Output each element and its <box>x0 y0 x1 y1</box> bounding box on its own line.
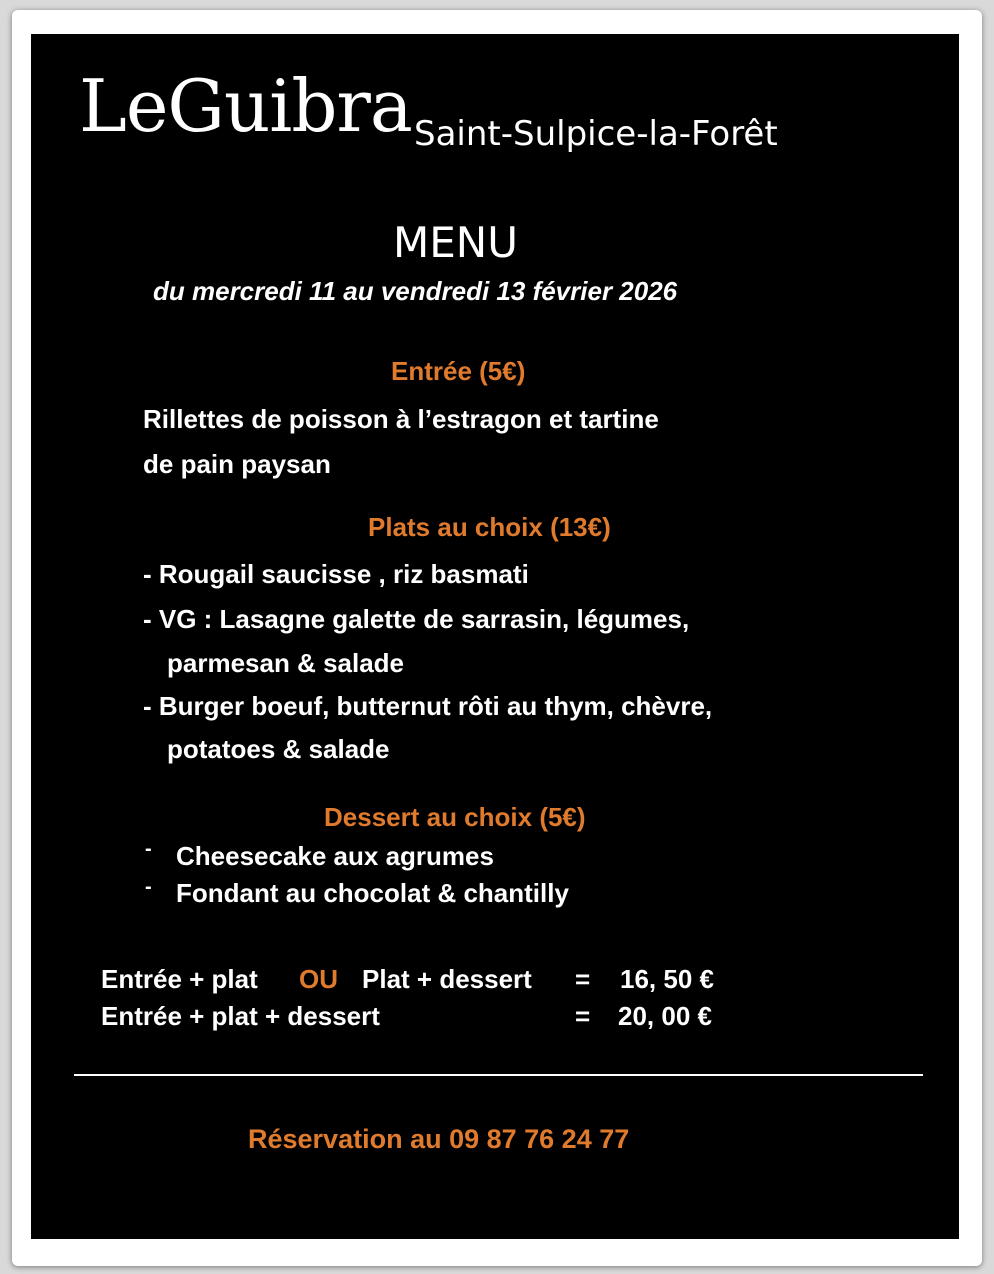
formula-1-equals: = <box>575 964 591 994</box>
town-name: Saint-Sulpice-la-Forêt <box>414 114 778 154</box>
plats-heading: Plats au choix (13€) <box>368 512 611 542</box>
entree-heading: Entrée (5€) <box>391 356 526 386</box>
plat-line: parmesan & salade <box>167 648 405 678</box>
divider-line <box>74 1074 923 1076</box>
formula-2-equals: = <box>575 1001 591 1031</box>
plat-line: - VG : Lasagne galette de sarrasin, légumes, <box>143 604 690 634</box>
dessert-item: Cheesecake aux agrumes <box>176 841 494 871</box>
chalkboard-menu <box>31 34 959 1239</box>
reservation-phone: Réservation au 09 87 76 24 77 <box>248 1124 630 1154</box>
dessert-dash: - <box>145 838 152 860</box>
formula-2-price: 20, 00 € <box>618 1001 712 1031</box>
entree-line: de pain paysan <box>143 449 331 479</box>
formula-1-part2: Plat + dessert <box>362 964 532 994</box>
plat-line: - Rougail saucisse , riz basmati <box>143 559 529 589</box>
menu-title: MENU <box>393 218 518 267</box>
desserts-heading: Dessert au choix (5€) <box>324 802 586 832</box>
dessert-item: Fondant au chocolat & chantilly <box>176 878 569 908</box>
formula-2-label: Entrée + plat + dessert <box>101 1001 380 1031</box>
menu-dates: du mercredi 11 au vendredi 13 février 2026 <box>153 276 678 306</box>
formula-1-part1: Entrée + plat <box>101 964 258 994</box>
restaurant-logo: LeGuibra <box>79 64 412 148</box>
plat-line: potatoes & salade <box>167 734 390 764</box>
formula-or: OU <box>299 964 338 994</box>
entree-line: Rillettes de poisson à l’estragon et tartine <box>143 404 659 434</box>
plat-line: - Burger boeuf, butternut rôti au thym, chèvre, <box>143 691 713 721</box>
formula-1-price: 16, 50 € <box>620 964 714 994</box>
dessert-dash: - <box>145 876 152 898</box>
